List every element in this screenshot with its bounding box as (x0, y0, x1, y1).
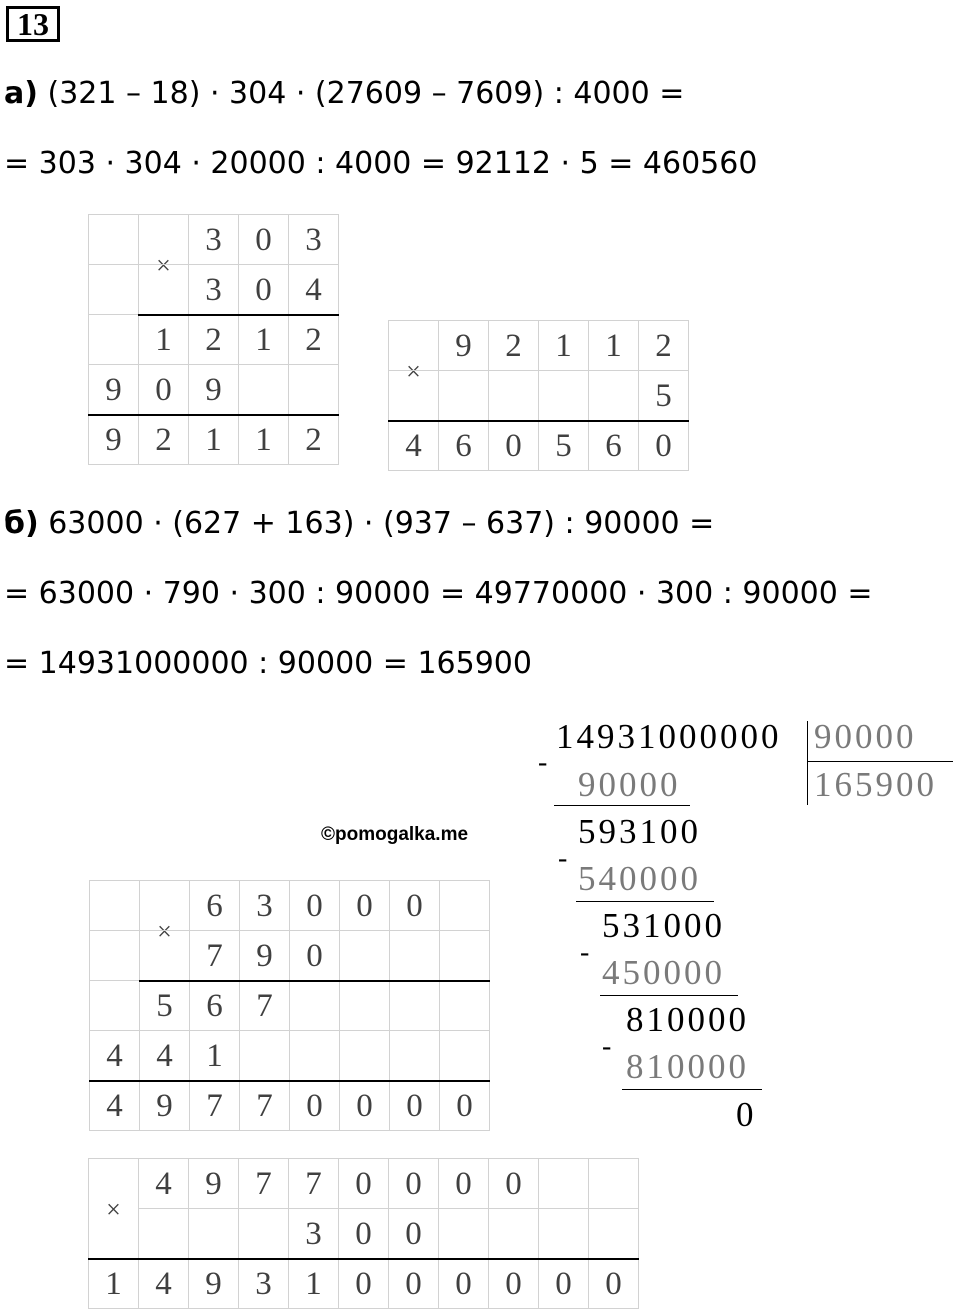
grid-cell (238, 1208, 289, 1259)
grid-cell: 1 (189, 1030, 240, 1081)
grid-cell: 3 (288, 1208, 339, 1259)
final-remainder: 0 (736, 1095, 757, 1134)
grid-cell: 0 (389, 1080, 440, 1131)
rule-line (88, 414, 339, 416)
grid-cell: 0 (289, 880, 340, 931)
grid-cell: 0 (338, 1158, 389, 1209)
part-b-line2: = 63000 · 790 · 300 : 90000 = 49770000 · 300 : 90000 = (4, 576, 873, 611)
grid-cell (339, 930, 390, 981)
grid-cell (388, 370, 439, 421)
grid-cell: 0 (289, 930, 340, 981)
grid-cell (588, 1208, 639, 1259)
grid-cell: 1 (188, 414, 239, 465)
grid-cell (439, 880, 490, 931)
subtract-4: 810000 (626, 1047, 749, 1086)
grid-cell: 0 (588, 1258, 639, 1309)
grid-cell: 0 (138, 364, 189, 415)
grid-cell (88, 214, 139, 265)
grid-cell (538, 1158, 589, 1209)
remainder-3: 531000 (602, 906, 725, 945)
grid-cell (588, 1158, 639, 1209)
grid-cell (139, 930, 190, 981)
grid-cell: 0 (439, 1080, 490, 1131)
grid-cell (289, 980, 340, 1031)
grid-cell (89, 930, 140, 981)
grid-cell (538, 370, 589, 421)
subtract-1: 90000 (578, 765, 681, 804)
grid-cell: 9 (139, 1080, 190, 1131)
grid-cell: 0 (389, 880, 440, 931)
minus-sign-3: - (580, 937, 590, 968)
quotient-line (807, 761, 953, 762)
grid-cell: 5 (139, 980, 190, 1031)
grid-cell: 7 (189, 930, 240, 981)
rule-line (88, 1258, 639, 1260)
grid-cell: 0 (338, 1258, 389, 1309)
grid-cell: 9 (188, 1158, 239, 1209)
grid-cell: 2 (288, 314, 339, 365)
part-a-label: а) (4, 76, 38, 111)
step-line-1 (554, 805, 690, 806)
grid-cell: 6 (588, 420, 639, 471)
grid-cell: 3 (188, 214, 239, 265)
remainder-2: 593100 (578, 812, 701, 851)
grid-cell: 9 (88, 364, 139, 415)
grid-cell (239, 1030, 290, 1081)
minus-sign-1: - (538, 747, 548, 778)
grid-cell (89, 880, 140, 931)
step-line-3 (600, 995, 738, 996)
division-bar (807, 721, 808, 805)
grid-cell: 4 (138, 1158, 189, 1209)
step-line-2 (576, 901, 714, 902)
long-division (530, 715, 960, 1135)
grid-cell: 1 (238, 314, 289, 365)
grid-cell (439, 980, 490, 1031)
rule-line (388, 420, 689, 422)
grid-cell: 0 (338, 1208, 389, 1259)
divisor: 90000 (814, 717, 917, 756)
minus-sign-4: - (602, 1031, 612, 1062)
grid-cell: 5 (538, 420, 589, 471)
multiply-sign: × (88, 1158, 139, 1259)
grid-cell (138, 1208, 189, 1259)
grid-cell: 4 (138, 1258, 189, 1309)
grid-cell (588, 370, 639, 421)
multiply-sign: × (139, 880, 190, 981)
grid-cell (339, 1030, 390, 1081)
rule-line (138, 314, 339, 316)
part-b-line1 (4, 506, 714, 541)
grid-cell: 3 (188, 264, 239, 315)
minus-sign-2: - (558, 843, 568, 874)
grid-cell: 2 (188, 314, 239, 365)
grid-cell (88, 264, 139, 315)
multiply-sign: × (138, 214, 189, 315)
rule-line (139, 980, 490, 982)
grid-cell: 0 (388, 1158, 439, 1209)
multiply-sign: × (388, 320, 439, 421)
grid-cell: 0 (438, 1258, 489, 1309)
grid-cell (288, 364, 339, 415)
grid-cell: 2 (288, 414, 339, 465)
grid-cell (238, 364, 289, 415)
part-a-line1 (4, 76, 684, 111)
grid-cell: 6 (438, 420, 489, 471)
grid-cell (389, 980, 440, 1031)
grid-cell: 3 (238, 1258, 289, 1309)
part-a-line2: = 303 · 304 · 20000 : 4000 = 92112 · 5 = 460560 (4, 146, 758, 181)
grid-cell: 0 (289, 1080, 340, 1131)
grid-cell: 4 (89, 1030, 140, 1081)
grid-cell: 1 (288, 1258, 339, 1309)
grid-cell (438, 1208, 489, 1259)
watermark: ©pomogalka.me (321, 824, 469, 845)
grid-cell: 0 (638, 420, 689, 471)
grid-cell: 4 (139, 1030, 190, 1081)
grid-cell (538, 1208, 589, 1259)
problem-number: 13 (6, 6, 60, 42)
grid-cell: 0 (488, 1158, 539, 1209)
grid-cell: 1 (588, 320, 639, 371)
grid-cell (439, 930, 490, 981)
grid-cell: 2 (638, 320, 689, 371)
grid-cell (438, 370, 489, 421)
grid-cell: 6 (189, 880, 240, 931)
dividend: 14931000000 (556, 717, 782, 756)
grid-cell: 1 (238, 414, 289, 465)
part-b-expression: 63000 · (627 + 163) · (937 – 637) : 90000 = (48, 506, 715, 541)
grid-cell (188, 1208, 239, 1259)
grid-cell (439, 1030, 490, 1081)
grid-cell (389, 930, 440, 981)
grid-cell (389, 1030, 440, 1081)
grid-cell: 9 (188, 1258, 239, 1309)
grid-cell (289, 1030, 340, 1081)
grid-cell: 3 (288, 214, 339, 265)
grid-cell: 0 (388, 1208, 439, 1259)
grid-cell: 6 (189, 980, 240, 1031)
grid-cell: 0 (238, 214, 289, 265)
grid-cell: 9 (88, 414, 139, 465)
grid-cell: 0 (488, 1258, 539, 1309)
grid-cell: 0 (388, 1258, 439, 1309)
grid-cell: 4 (288, 264, 339, 315)
part-a-expression: (321 – 18) · 304 · (27609 – 7609) : 4000 = (47, 76, 685, 111)
grid-cell: 4 (89, 1080, 140, 1131)
subtract-2: 540000 (578, 859, 701, 898)
grid-cell: 9 (438, 320, 489, 371)
grid-cell (488, 1208, 539, 1259)
grid-cell: 7 (288, 1158, 339, 1209)
grid-cell (138, 264, 189, 315)
grid-cell: 5 (638, 370, 689, 421)
quotient: 165900 (814, 765, 937, 804)
grid-cell (488, 370, 539, 421)
grid-cell: 0 (538, 1258, 589, 1309)
remainder-4: 810000 (626, 1000, 749, 1039)
grid-cell: 9 (239, 930, 290, 981)
grid-cell: 0 (438, 1158, 489, 1209)
grid-cell (88, 314, 139, 365)
step-line-4 (622, 1089, 762, 1090)
rule-line (89, 1080, 490, 1082)
grid-cell: 1 (88, 1258, 139, 1309)
part-b-line3: = 14931000000 : 90000 = 165900 (4, 646, 532, 681)
grid-cell: 7 (238, 1158, 289, 1209)
grid-cell: 0 (339, 1080, 390, 1131)
part-b-label: б) (4, 506, 39, 541)
grid-cell: 7 (189, 1080, 240, 1131)
grid-cell: 9 (188, 364, 239, 415)
grid-cell: 1 (538, 320, 589, 371)
grid-cell: 7 (239, 1080, 290, 1131)
grid-cell: 7 (239, 980, 290, 1031)
grid-cell: 4 (388, 420, 439, 471)
grid-cell: 2 (488, 320, 539, 371)
grid-cell (339, 980, 390, 1031)
grid-cell: 3 (239, 880, 290, 931)
grid-cell: 1 (138, 314, 189, 365)
grid-cell: 0 (238, 264, 289, 315)
grid-cell: 2 (138, 414, 189, 465)
grid-cell: 0 (488, 420, 539, 471)
grid-cell (89, 980, 140, 1031)
subtract-3: 450000 (602, 953, 725, 992)
grid-cell: 0 (339, 880, 390, 931)
